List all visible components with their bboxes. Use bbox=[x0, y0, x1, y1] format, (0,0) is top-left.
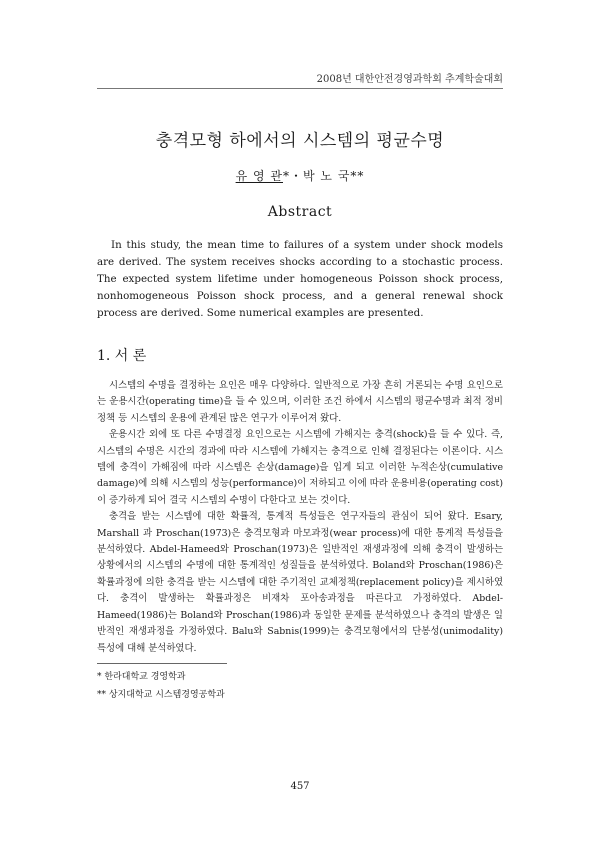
page-number: 457 bbox=[290, 781, 310, 792]
paragraph-2: 운용시간 외에 또 다른 수명결정 요인으로는 시스템에 가해지는 충격(shock)을 들 수 있다. 즉, 시스템의 수명은 시간의 경과에 따라 시스템에 가해지는 충격으로 인해 결정된다는 이론이다. 시스템에 충격이 가해짐에 따라 시스템은 손상(damage)을 입게 되고 이러한 누적손상(cumulative damage)에 의해 시스템의 성능(performance)이 저하되고 이에 따라 운용비용(operating cost)이 증가하게 되어 결국 시스템의 수명이 다한다고 보는 것이다. bbox=[97, 429, 503, 506]
body-text bbox=[97, 378, 503, 657]
section-heading: 1. 서 론 bbox=[97, 348, 147, 364]
author-first: 유 영 관 bbox=[235, 169, 283, 183]
abstract-text: In this study, the mean time to failures of a system under shock models are derived. The system receives shocks according to a stochastic process. The expected system lifetime under homogeneous Poisson shock process, nonhomogeneous Poisson shock process, and a general renewal shock process are derived. Some numerical examples are presented. bbox=[97, 239, 503, 320]
running-head: 2008년 대한안전경영과학회 추계학술대회 bbox=[316, 74, 503, 85]
paper-title: 충격모형 하에서의 시스템의 평균수명 bbox=[155, 131, 445, 151]
footnote-1: * 한라대학교 경영학과 bbox=[97, 672, 186, 682]
header-rule bbox=[97, 88, 503, 89]
footnote-2: ** 상지대학교 시스템경영공학과 bbox=[97, 690, 225, 700]
paragraph-1: 시스템의 수명을 결정하는 요인은 매우 다양하다. 일반적으로 가장 흔히 거론되는 수명 요인으로는 운용시간(operating time)을 들 수 있으며, 이러한 조건 하에서 시스템의 평균수명과 최적 정비정책 등 시스템의 운용에 관계된 많은 연구가 이루어져 왔다. bbox=[97, 380, 503, 424]
abstract-heading: Abstract bbox=[267, 204, 333, 220]
author-line bbox=[0, 167, 600, 184]
footnotes bbox=[97, 668, 225, 704]
footnote-rule bbox=[97, 663, 227, 664]
paragraph-3: 충격을 받는 시스템에 대한 확률적, 통계적 특성들은 연구자들의 관심이 되어 왔다. Esary, Marshall 과 Proschan(1973)은 충격모형과 마모과정(wear process)에 대한 통계적 특성들을 분석하였다. Abdel-Hameed와 Proschan(1973)은 일반적인 재생과정에 의해 충격이 발생하는 상황에서의 시스템의 수명에 대한 통계적인 성질들을 분석하였다. Boland와 Proschan(1986)은 확률과정에 의한 충격을 받는 시스템에 대한 주기적인 교체정책(replacement policy)을 제시하였다. 충격이 발생하는 확률과정은 비재차 포아송과정을 따른다고 가정하였다. Abdel-Hameed(1986)는 Boland와 Proschan(1986)과 동일한 문제를 분석하였으나 충격의 발생은 일반적인 재생과정을 가정하였다. Balu와 Sabnis(1999)는 충격모형에서의 단봉성(unimodality) 특성에 대해 분석하였다. bbox=[97, 511, 503, 654]
abstract-body bbox=[97, 237, 503, 322]
author-rest: *・박 노 국** bbox=[283, 169, 365, 183]
